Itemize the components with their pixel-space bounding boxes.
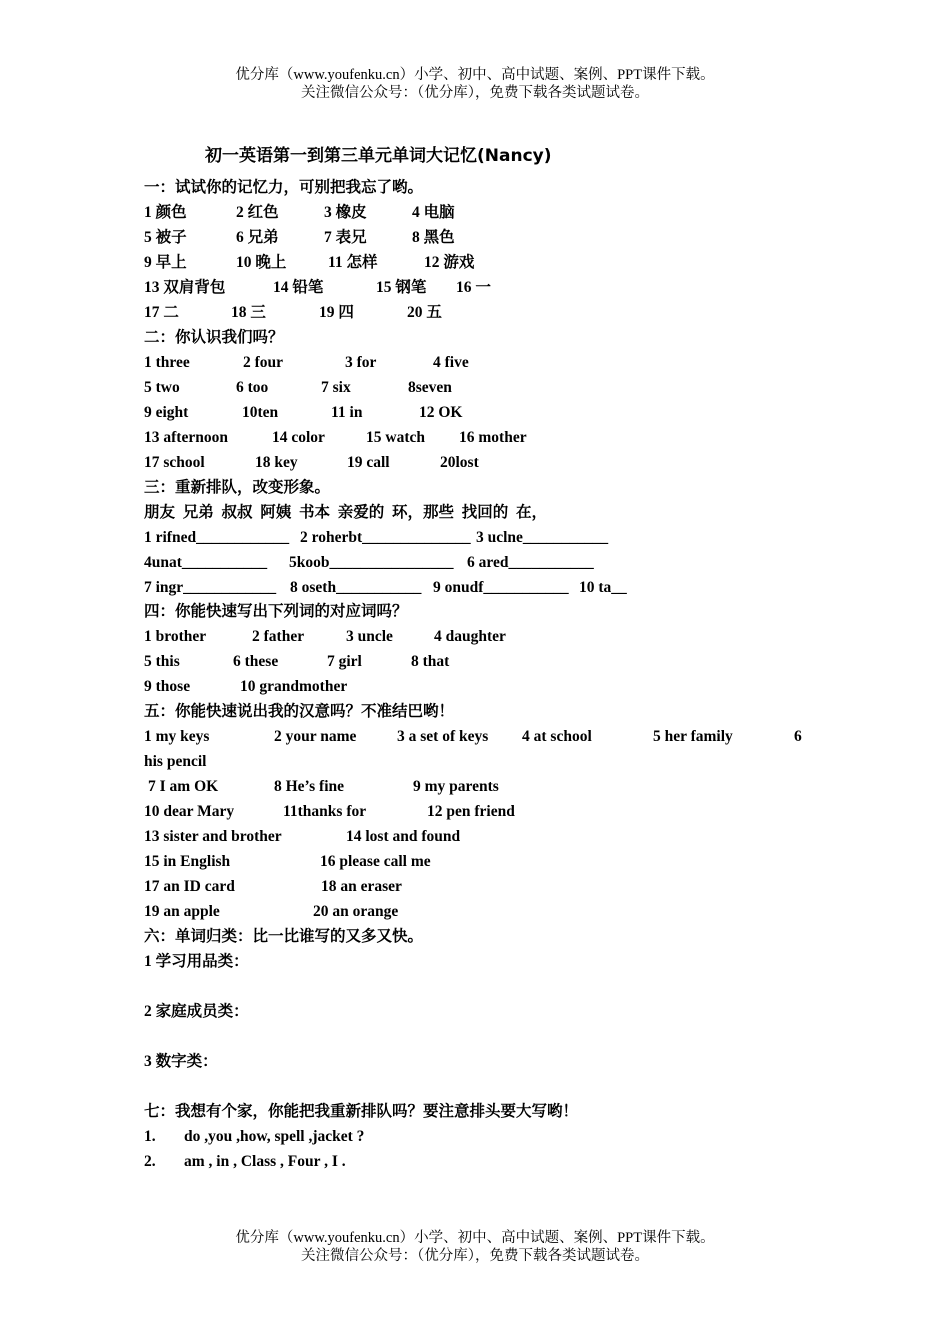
list-item: 2 roherbt______________: [300, 529, 471, 546]
list-item: 11 in: [331, 404, 363, 421]
list-item: 18 an eraser: [321, 878, 402, 895]
list-item: 7 I am OK: [148, 778, 219, 795]
word-bank: 朋友 兄弟 叔叔 阿姨 书本 亲爱的 环，那些 找回的 在，: [144, 504, 548, 521]
list-item: 10 dear Mary: [144, 803, 235, 820]
list-item: 2 your name: [274, 728, 357, 745]
category-numbers: 3 数字类：: [144, 1053, 218, 1070]
list-item: 14 color: [272, 429, 325, 446]
list-item: 3 for: [345, 354, 377, 371]
list-item: 17 an ID card: [144, 878, 235, 895]
list-item: 8 that: [411, 653, 450, 670]
question-number: 2.: [144, 1153, 156, 1170]
list-item: 20 an orange: [313, 903, 399, 920]
list-item: 6 ared___________: [467, 554, 594, 571]
section-6-heading: 六：单词归类：比一比谁写的又多又快。: [144, 928, 424, 945]
list-item: 9 eight: [144, 404, 189, 421]
list-item: 8 黑色: [412, 229, 455, 246]
list-item: 13 sister and brother: [144, 828, 282, 845]
category-family: 2 家庭成员类：: [144, 1003, 249, 1020]
list-item: 13 双肩背包: [144, 279, 226, 296]
list-item: 10ten: [242, 404, 279, 421]
header-line-2: 关注微信公众号：（优分库），免费下载各类试题试卷。: [301, 85, 649, 101]
list-item: 18 key: [255, 454, 298, 471]
question-number: 1.: [144, 1128, 156, 1145]
list-item: 11thanks for: [283, 803, 367, 820]
category-stationery: 1 学习用品类：: [144, 953, 249, 970]
list-item: 2 红色: [236, 204, 279, 221]
list-item: 9 my parents: [413, 778, 499, 795]
list-item: 17 二: [144, 304, 179, 321]
list-item: 9 onudf___________: [433, 579, 569, 596]
list-item: 2 four: [243, 354, 284, 371]
list-item: 9 早上: [144, 254, 187, 271]
list-item: 20 五: [407, 304, 442, 321]
section-7-heading: 七：我想有个家，你能把我重新排队吗？要注意排头要大写哟！: [144, 1103, 579, 1120]
list-item: 5koob________________: [289, 554, 454, 571]
list-item: 15 钢笔: [376, 279, 427, 296]
list-item: 16 一: [456, 279, 491, 296]
section-1-heading: 一：试试你的记忆力，可别把我忘了哟。: [144, 179, 424, 196]
section-2-heading: 二：你认识我们吗？: [144, 329, 284, 346]
list-item: 1 rifned____________: [144, 529, 290, 546]
list-item: 8 He’s fine: [274, 778, 345, 795]
header-line-1: 优分库（www.youfenku.cn）小学、初中、高中试题、案例、PPT课件下载。: [235, 67, 715, 83]
list-item: 14 铅笔: [273, 279, 324, 296]
list-item: 17 school: [144, 454, 205, 471]
list-item: 8 oseth___________: [290, 579, 422, 596]
list-item: 8seven: [408, 379, 452, 396]
list-item: 6 兄弟: [236, 229, 279, 246]
footer-line-1: 优分库（www.youfenku.cn）小学、初中、高中试题、案例、PPT课件下载。: [235, 1230, 715, 1246]
list-item: 4 电脑: [412, 204, 455, 221]
section-3-heading: 三：重新排队，改变形象。: [144, 479, 331, 496]
list-item: 3 橡皮: [324, 204, 367, 221]
list-item: 7 表兄: [324, 229, 367, 246]
list-item: 4 five: [433, 354, 469, 371]
footer-line-2: 关注微信公众号：（优分库），免费下载各类试题试卷。: [301, 1248, 649, 1264]
list-item: 7 six: [321, 379, 351, 396]
list-item: 2 father: [252, 628, 305, 645]
list-item: 1 my keys: [144, 728, 210, 745]
list-item: his pencil: [144, 753, 207, 770]
list-item: 1 brother: [144, 628, 207, 645]
list-item: 6 these: [233, 653, 279, 670]
question-text: am , in , Class , Four , I .: [184, 1153, 346, 1170]
list-item: 5 this: [144, 653, 180, 670]
list-item: 7 girl: [327, 653, 362, 670]
section-5-heading: 五：你能快速说出我的汉意吗？不准结巴哟！: [144, 703, 455, 720]
list-item: 3 uclne___________: [476, 529, 609, 546]
page-title: 初一英语第一到第三单元单词大记忆(Nancy): [205, 146, 552, 166]
list-item: 19 四: [319, 304, 354, 321]
list-item: 15 watch: [366, 429, 425, 446]
list-item: 12 pen friend: [427, 803, 515, 820]
list-item: 19 call: [347, 454, 390, 471]
list-item: 16 mother: [459, 429, 527, 446]
list-item: 6: [794, 728, 802, 745]
list-item: 5 被子: [144, 229, 187, 246]
list-item: 15 in English: [144, 853, 231, 870]
list-item: 14 lost and found: [346, 828, 461, 845]
section-4-heading: 四：你能快速写出下列词的对应词吗？: [144, 603, 408, 620]
list-item: 11 怎样: [328, 254, 378, 271]
list-item: 9 those: [144, 678, 191, 695]
list-item: 4 at school: [522, 728, 592, 745]
list-item: 18 三: [231, 304, 266, 321]
list-item: 20lost: [440, 454, 479, 471]
list-item: 12 OK: [419, 404, 463, 421]
list-item: 5 two: [144, 379, 180, 396]
list-item: 4unat___________: [144, 554, 268, 571]
list-item: 6 too: [236, 379, 269, 396]
list-item: 10 ta__: [579, 579, 627, 596]
list-item: 13 afternoon: [144, 429, 228, 446]
list-item: 12 游戏: [424, 254, 475, 271]
list-item: 10 grandmother: [240, 678, 348, 695]
list-item: 4 daughter: [434, 628, 506, 645]
list-item: 10 晚上: [236, 254, 287, 271]
page-footer: [0, 1229, 950, 1265]
list-item: 19 an apple: [144, 903, 220, 920]
page-header: [0, 66, 950, 102]
list-item: 7 ingr____________: [144, 579, 277, 596]
list-item: 3 uncle: [346, 628, 393, 645]
list-item: 1 three: [144, 354, 190, 371]
list-item: 5 her family: [653, 728, 733, 745]
list-item: 16 please call me: [320, 853, 431, 870]
question-text: do ,you ,how, spell ,jacket ?: [184, 1128, 365, 1145]
list-item: 3 a set of keys: [397, 728, 489, 745]
list-item: 1 颜色: [144, 204, 187, 221]
